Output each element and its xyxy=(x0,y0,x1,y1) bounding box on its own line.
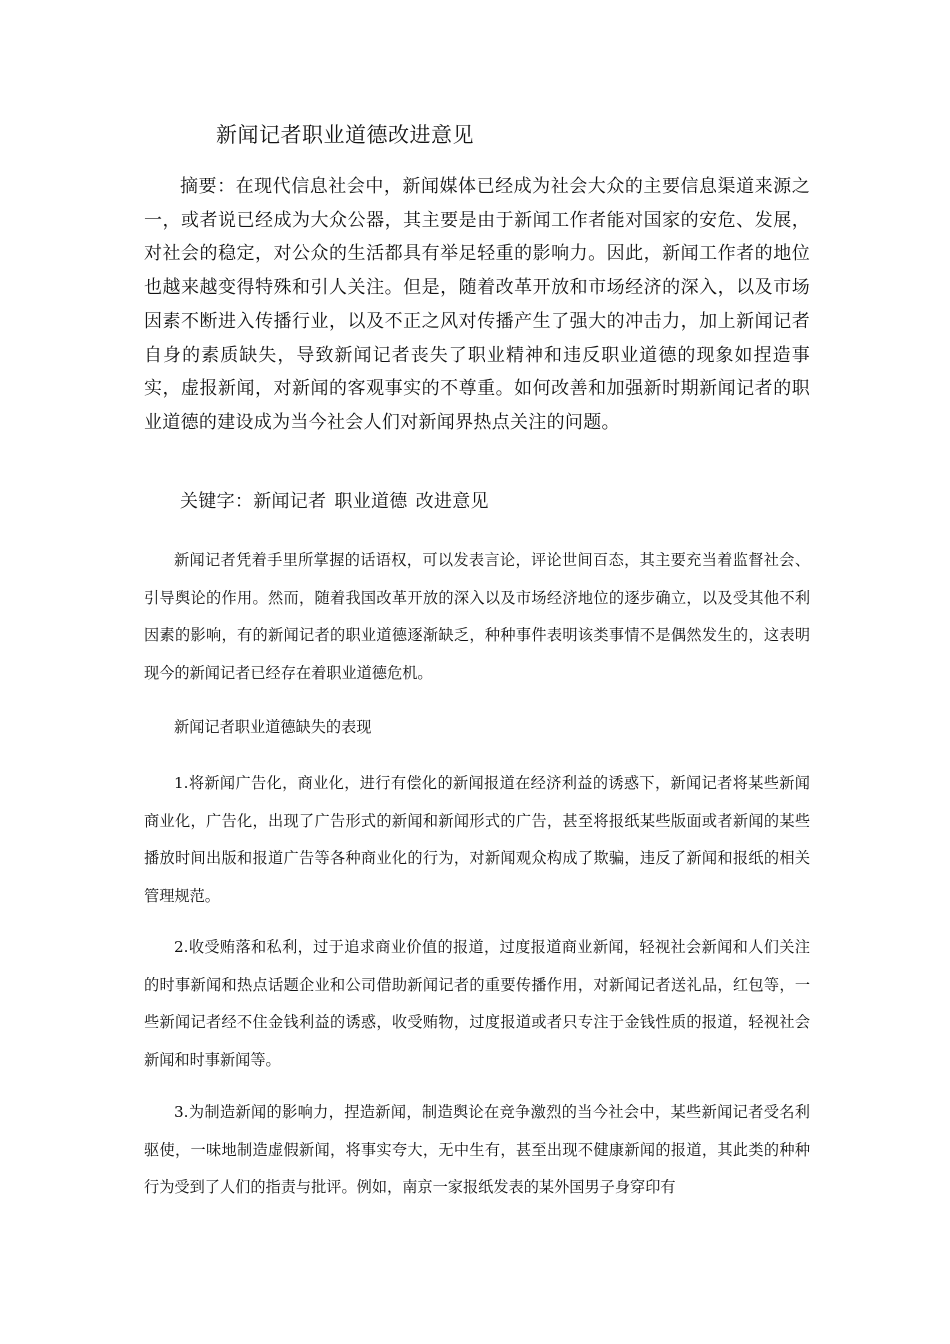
keywords-label: 关键字： xyxy=(180,491,254,512)
keyword: 改进意见 xyxy=(415,491,489,512)
keyword: 新闻记者 xyxy=(253,491,327,512)
abstract-paragraph: 摘要：在现代信息社会中，新闻媒体已经成为社会大众的主要信息渠道来源之一，或者说已经成为大众公器，其主要是由于新闻工作者能对国家的安危、发展，对社会的稳定，对公众的生活都具有举足轻重的影响力。因此，新闻工作者的地位也越来越变得特殊和引人关注。但是，随着改革开放和市场经济的深入，以及市场因素不断进入传播行业，以及不正之风对传播产生了强大的冲击力，加上新闻记者自身的素质缺失，导致新闻记者丧失了职业精神和违反职业道德的现象如捏造事实，虚报新闻，对新闻的客观事实的不尊重。如何改善和加强新时期新闻记者的职业道德的建设成为当今社会人们对新闻界热点关注的问题。 xyxy=(144,176,810,433)
document-title: 新闻记者职业道德改进意见 xyxy=(216,123,474,147)
section-heading: 新闻记者职业道德缺失的表现 xyxy=(174,718,372,736)
intro-paragraph: 新闻记者凭着手里所掌握的话语权，可以发表言论，评论世间百态，其主要充当着监督社会、引导舆论的作用。然而，随着我国改革开放的深入以及市场经济地位的逐步确立，以及受其他不利因素的影响，有的新闻记者的职业道德逐渐缺乏，种种事件表明该类事情不是偶然发生的，这表明现今的新闻记者已经存在着职业道德危机。 xyxy=(144,551,810,683)
keywords-line xyxy=(180,487,489,517)
point-paragraph-2: 2.收受贿落和私利，过于追求商业价值的报道，过度报道商业新闻，轻视社会新闻和人们关注的时事新闻和热点话题企业和公司借助新闻记者的重要传播作用，对新闻记者送礼品，红包等，一些新闻记者经不住金钱利益的诱惑，收受贿物，过度报道或者只专注于金钱性质的报道，轻视社会新闻和时事新闻等。 xyxy=(144,938,810,1070)
point-paragraph-3: 3.为制造新闻的影响力，捏造新闻，制造舆论在竞争激烈的当今社会中，某些新闻记者受名利驱使，一味地制造虚假新闻，将事实夸大，无中生有，甚至出现不健康新闻的报道，其此类的种种行为受到了人们的指责与批评。例如，南京一家报纸发表的某外国男子身穿印有 xyxy=(144,1103,810,1197)
keyword: 职业道德 xyxy=(334,491,408,512)
point-paragraph-1: 1.将新闻广告化，商业化，进行有偿化的新闻报道在经济利益的诱惑下，新闻记者将某些新闻商业化，广告化，出现了广告形式的新闻和新闻形式的广告，甚至将报纸某些版面或者新闻的某些播放时间出版和报道广告等各种商业化的行为，对新闻观众构成了欺骗，违反了新闻和报纸的相关管理规范。 xyxy=(144,774,810,906)
